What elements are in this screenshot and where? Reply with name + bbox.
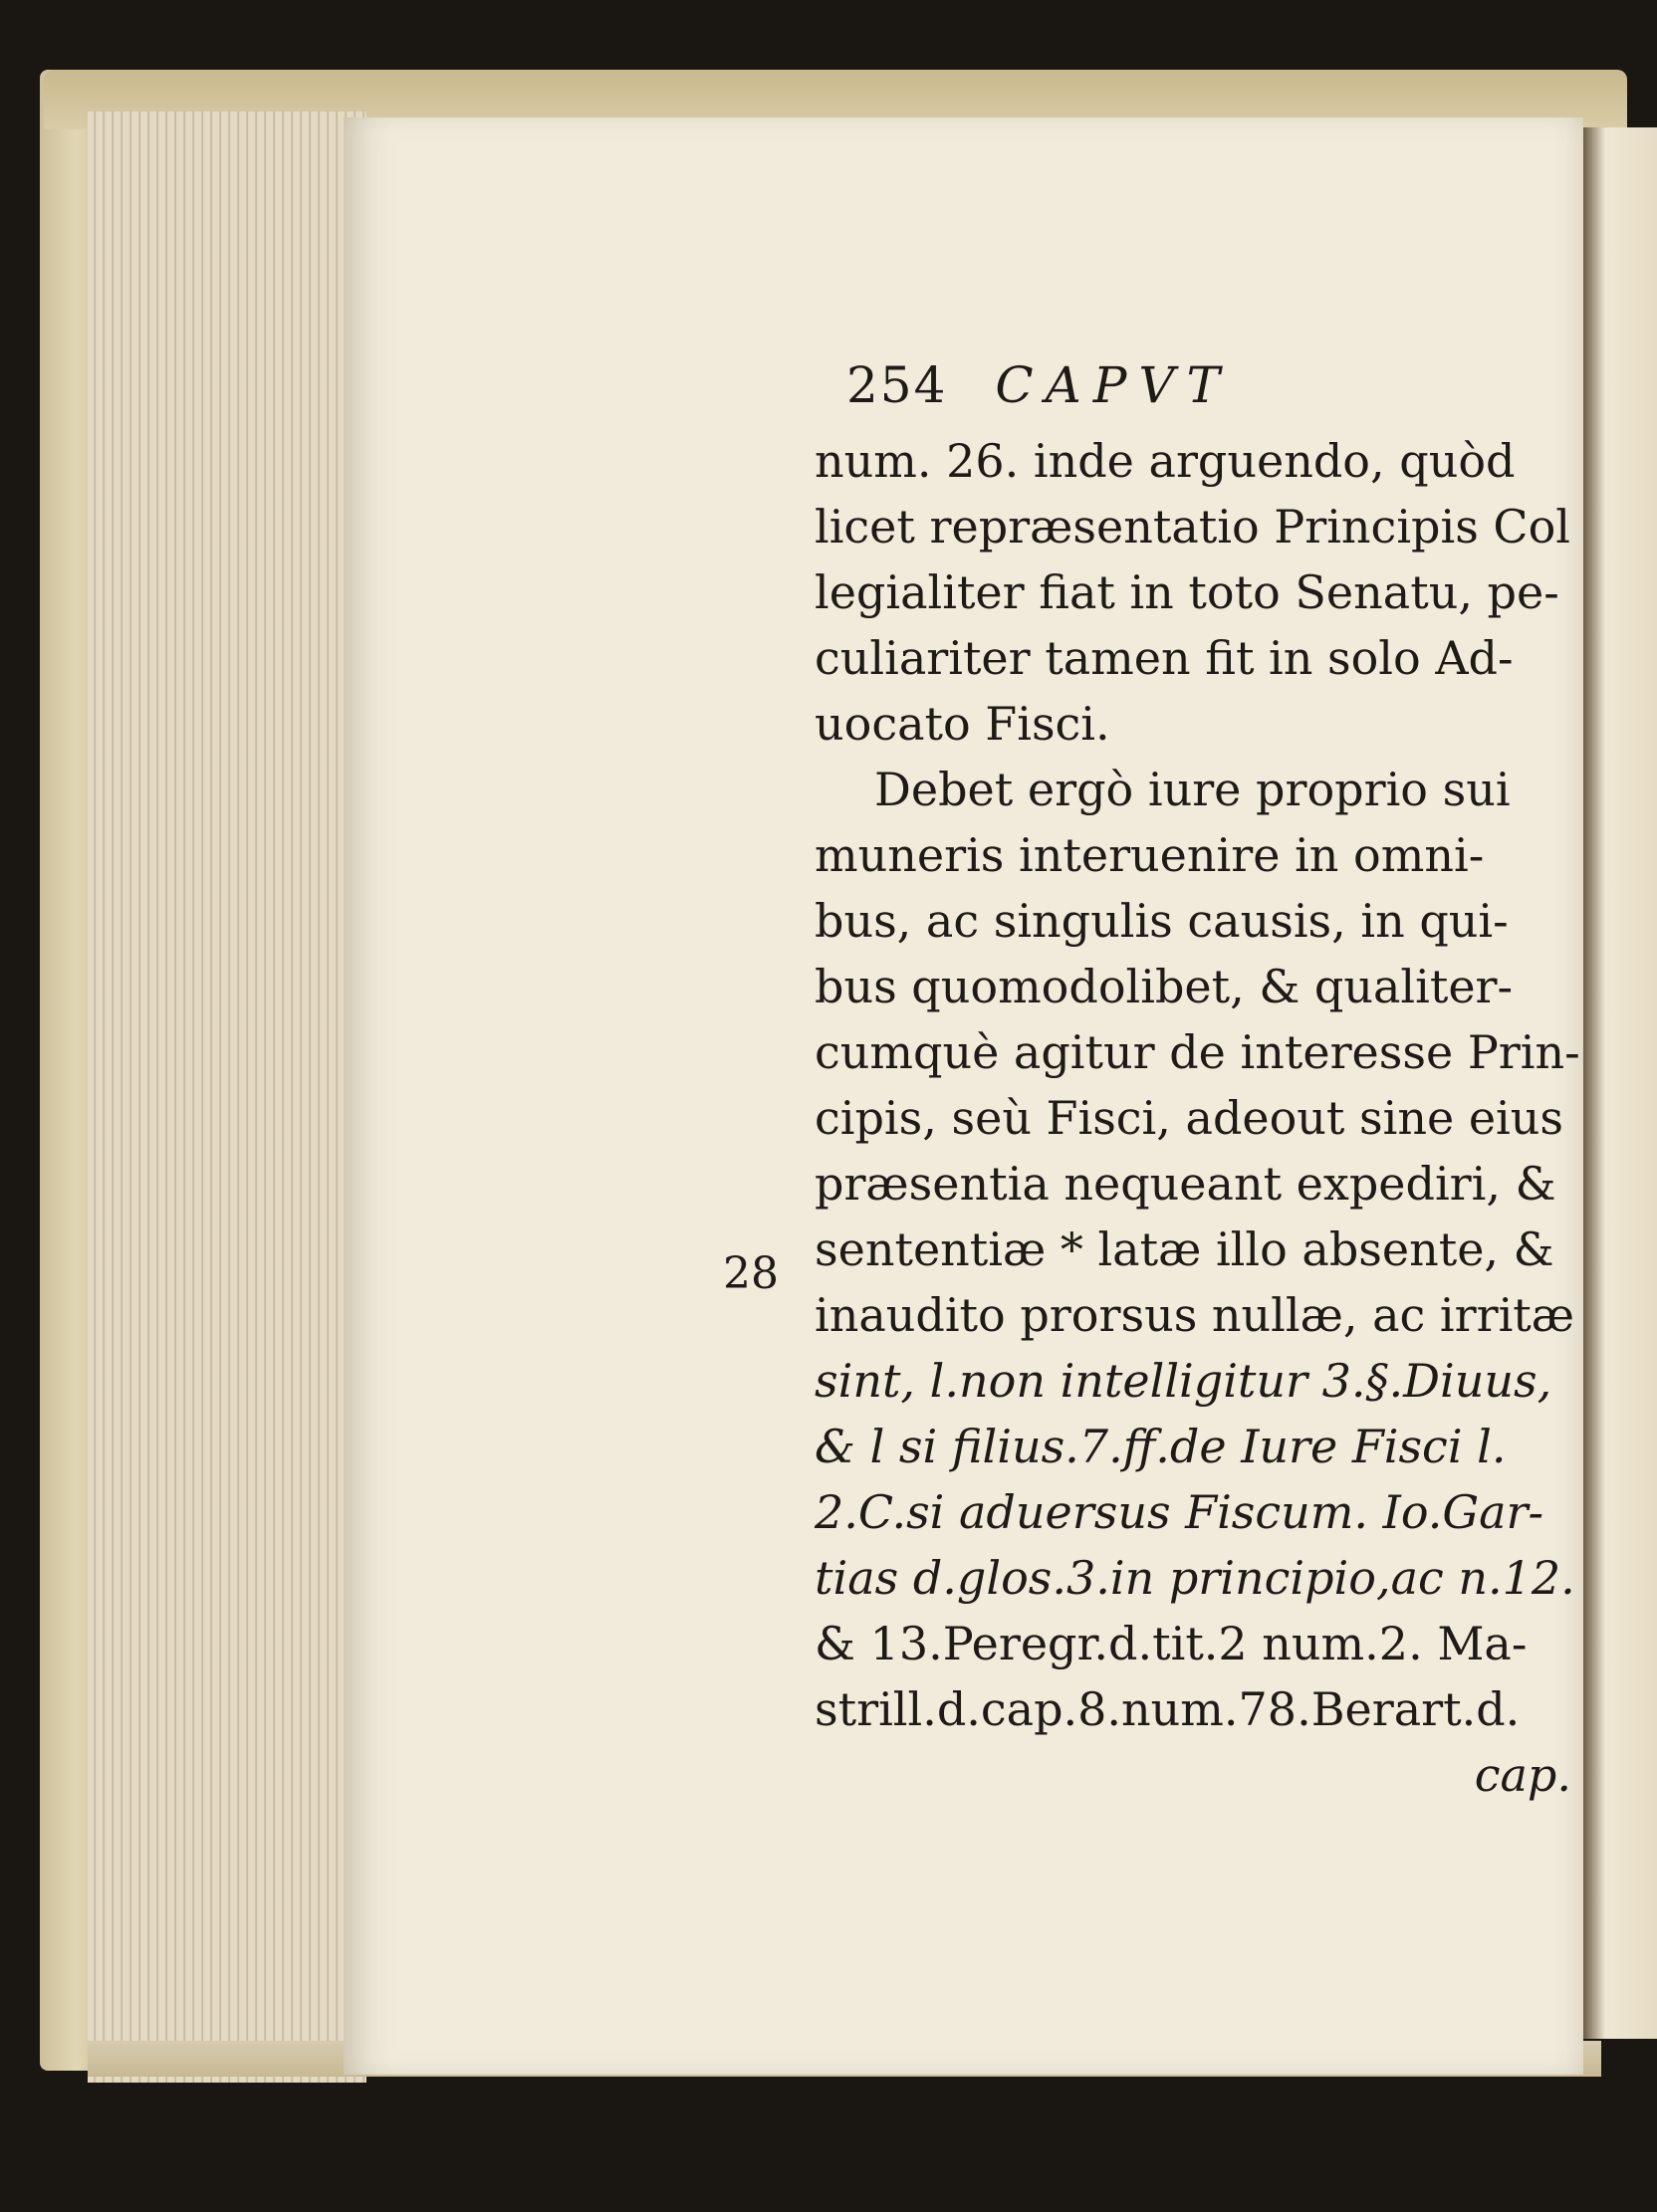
text-line: 2.C.si aduersus Fiscum. Io.Gar- xyxy=(815,1485,1544,1539)
text-line: tias d.glos.3.in principio,ac n.12. xyxy=(815,1551,1575,1605)
text-line: num. 26. inde arguendo, quòd xyxy=(815,434,1516,488)
text-line: bus quomodolibet, & qualiter- xyxy=(815,960,1514,1013)
running-head: CAPVT xyxy=(995,356,1232,414)
text-line: præsentia nequeant expediri, & xyxy=(815,1157,1556,1211)
text-line: licet repræsentatio Principis Col xyxy=(815,500,1571,553)
text-line: legialiter fiat in toto Senatu, pe- xyxy=(815,565,1559,619)
text-line: muneris interuenire in omni- xyxy=(815,828,1485,882)
text-line: & 13.Peregr.d.tit.2 num.2. Ma- xyxy=(815,1617,1528,1670)
body-text xyxy=(815,428,1580,1808)
text-line: & l si filius.7.ff.de Iure Fisci l. xyxy=(815,1420,1507,1473)
text-line: cipis, seù Fisci, adeout sine eius xyxy=(815,1091,1563,1145)
text-line: strill.d.cap.8.num.78.Berart.d. xyxy=(815,1682,1521,1736)
text-line: culiariter tamen fit in solo Ad- xyxy=(815,631,1514,685)
facing-page-edge xyxy=(1583,127,1657,2039)
margin-note: 28 xyxy=(723,1248,779,1299)
text-line: bus, ac singulis causis, in qui- xyxy=(815,894,1509,948)
text-line: Debet ergò iure proprio sui xyxy=(874,763,1511,816)
page-edges xyxy=(88,111,366,2083)
catchword: cap. xyxy=(1474,1748,1571,1802)
text-line: sint, l.non intelligitur 3.§.Diuus, xyxy=(815,1354,1552,1408)
page-header xyxy=(846,356,1232,426)
page-number: 254 xyxy=(846,356,948,414)
text-line: inaudito prorsus nullæ, ac irritæ xyxy=(815,1288,1575,1342)
text-line: cumquè agitur de interesse Prin- xyxy=(815,1025,1580,1079)
text-line: uocato Fisci. xyxy=(815,697,1110,751)
text-line: sententiæ * latæ illo absente, & xyxy=(815,1222,1554,1276)
